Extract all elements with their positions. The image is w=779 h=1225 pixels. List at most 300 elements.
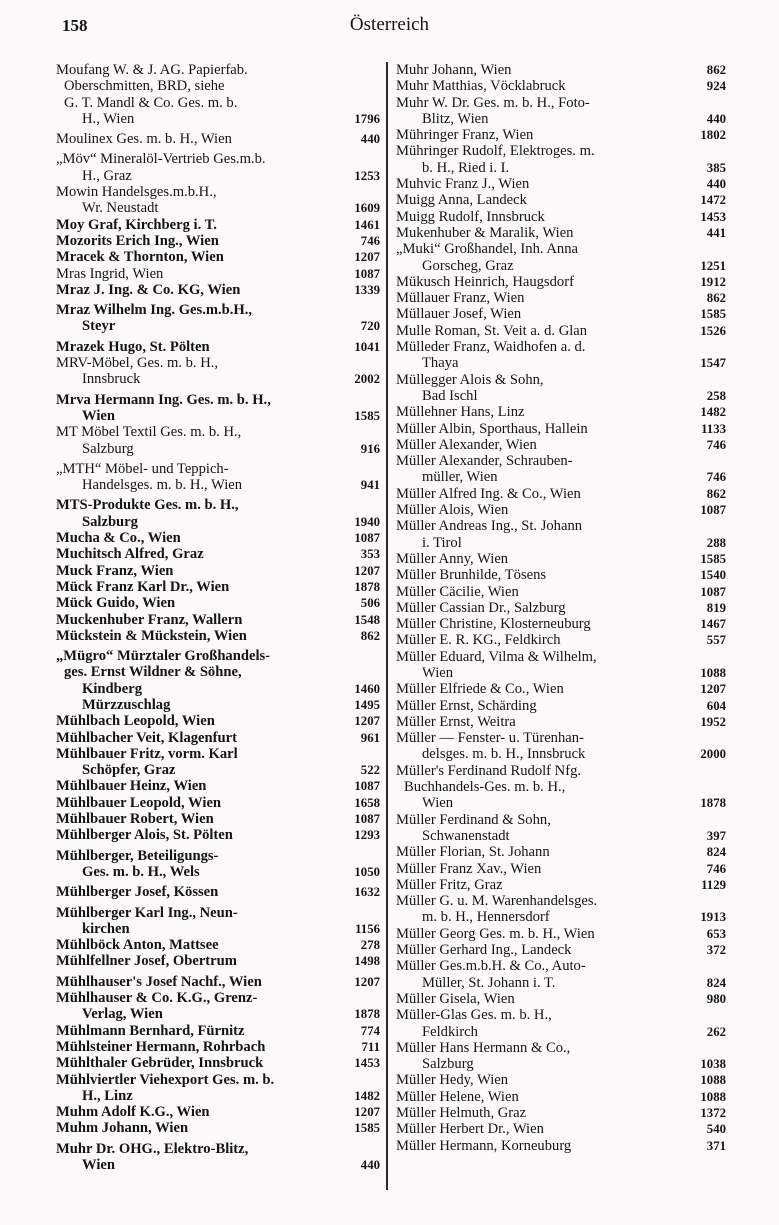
directory-entry bbox=[56, 612, 380, 628]
entry-text: Mühringer Rudolf, Elektroges. m. bbox=[396, 143, 595, 160]
entry-page-ref: 1207 bbox=[354, 250, 380, 265]
entry-page-ref: 1796 bbox=[354, 111, 380, 126]
directory-entry bbox=[56, 62, 380, 127]
entry-page-ref: 746 bbox=[360, 233, 380, 248]
entry-page-ref: 1129 bbox=[701, 877, 726, 892]
entry-text: Mück Guido, Wien bbox=[56, 595, 176, 612]
directory-entry bbox=[56, 648, 380, 697]
entry-text: Muck Franz, Wien bbox=[56, 562, 174, 579]
entry-page-ref: 1293 bbox=[354, 828, 380, 843]
entry-text: Muigg Rudolf, Innsbruck bbox=[396, 208, 545, 225]
entry-text: Müller Andreas Ing., St. Johann bbox=[396, 518, 583, 535]
entry-page-ref: 746 bbox=[706, 861, 726, 876]
entry-page-ref: 1482 bbox=[354, 1088, 380, 1103]
entry-page-ref: 924 bbox=[706, 79, 726, 94]
directory-entry bbox=[396, 812, 726, 845]
directory-entry bbox=[396, 518, 726, 551]
entry-page-ref: 941 bbox=[360, 478, 380, 493]
directory-entry bbox=[396, 290, 726, 306]
directory-entry bbox=[56, 990, 380, 1023]
directory-entry bbox=[56, 778, 380, 794]
directory-entry bbox=[396, 323, 726, 339]
entry-text: Müllauer Franz, Wien bbox=[396, 290, 525, 307]
entry-text: Mühlberger, Beteiligungs- bbox=[56, 847, 219, 864]
entry-text: Wien bbox=[82, 1157, 115, 1173]
directory-entry bbox=[396, 502, 726, 518]
directory-entry bbox=[396, 649, 726, 682]
entry-text: Müller — Fenster- u. Türenhan- bbox=[396, 730, 584, 747]
entry-text: müller, Wien bbox=[422, 469, 498, 486]
entry-page-ref: 1526 bbox=[700, 323, 726, 338]
entry-page-ref: 653 bbox=[706, 926, 726, 941]
entry-text: Müller Anny, Wien bbox=[396, 550, 509, 567]
entry-text: Mühlhauser & Co. K.G., Grenz- bbox=[56, 990, 258, 1007]
entry-text: Mükusch Heinrich, Haugsdorf bbox=[396, 273, 574, 290]
entry-text: Mückstein & Mückstein, Wien bbox=[56, 627, 247, 644]
entry-text: Gorscheg, Graz bbox=[422, 257, 514, 274]
directory-entry bbox=[56, 579, 380, 595]
entry-page-ref: 353 bbox=[360, 547, 380, 562]
entry-page-ref: 440 bbox=[706, 177, 726, 192]
entry-text: Moulinex Ges. m. b. H., Wien bbox=[56, 131, 232, 148]
entry-text: Innsbruck bbox=[82, 371, 141, 388]
directory-entry bbox=[396, 437, 726, 453]
directory-entry bbox=[56, 563, 380, 579]
entry-text: Müller Ernst, Weitra bbox=[396, 713, 516, 730]
entry-text: G. T. Mandl & Co. Ges. m. b. bbox=[64, 94, 238, 111]
entry-text: Bad Ischl bbox=[422, 387, 478, 404]
entry-text: Muhr Dr. OHG., Elektro-Blitz, bbox=[56, 1140, 249, 1157]
directory-entry bbox=[396, 877, 726, 893]
entry-page-ref: 720 bbox=[360, 319, 380, 334]
entry-text: Muhm Johann, Wien bbox=[56, 1120, 189, 1137]
directory-entry bbox=[396, 176, 726, 192]
entry-page-ref: 2002 bbox=[354, 372, 380, 387]
entry-text: Kindberg bbox=[82, 680, 143, 697]
entry-page-ref: 1547 bbox=[700, 356, 726, 371]
entry-text: Mowin Handelsges.m.b.H., bbox=[56, 184, 217, 201]
directory-entry bbox=[56, 497, 380, 530]
entry-page-ref: 1453 bbox=[700, 209, 726, 224]
entry-page-ref: 1207 bbox=[354, 714, 380, 729]
entry-text: Müller Brunhilde, Tösens bbox=[396, 567, 547, 584]
entry-text: Feldkirch bbox=[422, 1023, 478, 1040]
entry-text: Wien bbox=[422, 664, 454, 681]
directory-entry bbox=[396, 567, 726, 583]
entry-text: Ges. m. b. H., Wels bbox=[82, 863, 200, 880]
entry-text: Mozorits Erich Ing., Wien bbox=[56, 232, 219, 249]
entry-text: Salzburg bbox=[82, 440, 134, 457]
directory-entry bbox=[56, 530, 380, 546]
entry-text: b. H., Ried i. I. bbox=[422, 159, 510, 176]
directory-entry bbox=[56, 1072, 380, 1105]
entry-text: Muhm Adolf K.G., Wien bbox=[56, 1104, 210, 1121]
entry-text: Müller Ferdinand & Sohn, bbox=[396, 811, 551, 828]
entry-text: Müller Eduard, Vilma & Wilhelm, bbox=[396, 648, 597, 665]
directory-entry bbox=[56, 1120, 380, 1136]
entry-page-ref: 1585 bbox=[700, 551, 726, 566]
entry-text: Wr. Neustadt bbox=[82, 200, 159, 217]
entry-text: Müllegger Alois & Sohn, bbox=[396, 371, 544, 388]
entry-text: Muchitsch Alfred, Graz bbox=[56, 546, 204, 563]
page-header bbox=[0, 14, 779, 38]
directory-entry bbox=[56, 1141, 380, 1174]
entry-page-ref: 1460 bbox=[354, 681, 380, 696]
entry-page-ref: 1632 bbox=[354, 885, 380, 900]
entry-page-ref: 372 bbox=[706, 943, 726, 958]
entry-text: Müller, St. Johann i. T. bbox=[422, 974, 556, 991]
entry-text: Mracek & Thornton, Wien bbox=[56, 249, 224, 266]
entry-text: Buchhandels-Ges. m. b. H., bbox=[404, 779, 566, 796]
entry-page-ref: 604 bbox=[706, 698, 726, 713]
directory-entry bbox=[396, 1121, 726, 1137]
directory-entry bbox=[396, 62, 726, 78]
left-column bbox=[56, 62, 380, 1173]
directory-entry bbox=[56, 848, 380, 881]
directory-entry bbox=[396, 1105, 726, 1121]
entry-text: Mrva Hermann Ing. Ges. m. b. H., bbox=[56, 391, 271, 408]
entry-page-ref: 522 bbox=[360, 763, 380, 778]
entry-page-ref: 1088 bbox=[700, 1089, 726, 1104]
directory-entry bbox=[56, 233, 380, 249]
entry-page-ref: 440 bbox=[706, 111, 726, 126]
entry-page-ref: 711 bbox=[361, 1039, 380, 1054]
entry-text: „Mügro“ Mürztaler Großhandels- bbox=[56, 648, 271, 665]
directory-entry bbox=[56, 249, 380, 265]
entry-text: Mühlfellner Josef, Obertrum bbox=[56, 953, 237, 970]
entry-page-ref: 1339 bbox=[354, 282, 380, 297]
directory-entry bbox=[56, 628, 380, 644]
page-number: 158 bbox=[62, 16, 88, 35]
entry-text: Mraz J. Ing. & Co. KG, Wien bbox=[56, 281, 241, 298]
entry-text: Müller Helmuth, Graz bbox=[396, 1105, 527, 1121]
entry-page-ref: 1087 bbox=[700, 584, 726, 599]
entry-page-ref: 1913 bbox=[700, 910, 726, 925]
entry-page-ref: 1952 bbox=[700, 714, 726, 729]
directory-entry bbox=[396, 241, 726, 274]
entry-text: Blitz, Wien bbox=[422, 110, 489, 127]
entry-page-ref: 1087 bbox=[700, 503, 726, 518]
entry-page-ref: 441 bbox=[706, 225, 726, 240]
page-title: Österreich bbox=[349, 14, 430, 35]
directory-entry bbox=[396, 486, 726, 502]
entry-text: Muckenhuber Franz, Wallern bbox=[56, 611, 243, 628]
directory-entry bbox=[396, 306, 726, 322]
entry-text: Müller Hermann, Korneuburg bbox=[396, 1137, 572, 1154]
entry-text: Handelsges. m. b. H., Wien bbox=[82, 477, 243, 494]
entry-page-ref: 1087 bbox=[354, 812, 380, 827]
directory-entry bbox=[396, 192, 726, 208]
entry-text: delsges. m. b. H., Innsbruck bbox=[422, 746, 586, 763]
entry-page-ref: 819 bbox=[706, 600, 726, 615]
entry-text: Müller Alexander, Wien bbox=[396, 436, 537, 453]
directory-entry bbox=[396, 78, 726, 94]
entry-page-ref: 1133 bbox=[701, 421, 726, 436]
entry-text: Mühlmann Bernhard, Fürnitz bbox=[56, 1022, 245, 1039]
entry-page-ref: 1253 bbox=[354, 168, 380, 183]
entry-text: Wien bbox=[82, 407, 115, 424]
entry-text: Steyr bbox=[82, 318, 116, 335]
entry-text: Mühlbauer Robert, Wien bbox=[56, 811, 214, 828]
entry-text: Wien bbox=[422, 795, 454, 812]
entry-text: Müller Hedy, Wien bbox=[396, 1072, 509, 1089]
entry-text: Mucha & Co., Wien bbox=[56, 530, 181, 547]
entry-page-ref: 980 bbox=[706, 991, 726, 1006]
entry-page-ref: 288 bbox=[706, 535, 726, 550]
entry-page-ref: 1585 bbox=[354, 1121, 380, 1136]
directory-entry bbox=[396, 404, 726, 420]
entry-text: Muhr Johann, Wien bbox=[396, 62, 512, 78]
entry-text: Mühlhauser's Josef Nachf., Wien bbox=[56, 973, 262, 990]
directory-entry bbox=[56, 905, 380, 938]
directory-entry bbox=[56, 266, 380, 282]
entry-text: Mühlbacher Veit, Klagenfurt bbox=[56, 729, 237, 746]
column-divider bbox=[386, 62, 388, 1190]
entry-page-ref: 1878 bbox=[700, 796, 726, 811]
entry-text: „MTH“ Möbel- und Teppich- bbox=[56, 460, 229, 477]
directory-entry bbox=[396, 616, 726, 632]
directory-entry bbox=[56, 424, 380, 457]
directory-entry bbox=[396, 844, 726, 860]
entry-text: Mühlsteiner Hermann, Rohrbach bbox=[56, 1038, 266, 1055]
entry-text: Mraz Wilhelm Ing. Ges.m.b.H., bbox=[56, 302, 253, 319]
directory-entry bbox=[56, 302, 380, 335]
entry-text: H., Wien bbox=[82, 110, 135, 127]
directory-entry bbox=[396, 209, 726, 225]
entry-page-ref: 961 bbox=[360, 730, 380, 745]
entry-text: Salzburg bbox=[422, 1056, 474, 1073]
entry-page-ref: 397 bbox=[706, 828, 726, 843]
entry-page-ref: 262 bbox=[706, 1024, 726, 1039]
entry-text: „Muki“ Großhandel, Inh. Anna bbox=[396, 241, 578, 258]
directory-entry bbox=[56, 217, 380, 233]
directory-entry bbox=[56, 151, 380, 184]
entry-text: Muhr W. Dr. Ges. m. b. H., Foto- bbox=[396, 94, 590, 111]
directory-entry bbox=[396, 95, 726, 128]
directory-entry bbox=[56, 461, 380, 494]
entry-page-ref: 506 bbox=[360, 596, 380, 611]
entry-page-ref: 2000 bbox=[700, 747, 726, 762]
entry-text: Müller Christine, Klosterneuburg bbox=[396, 616, 591, 633]
entry-page-ref: 1585 bbox=[700, 307, 726, 322]
entry-text: Müller Alexander, Schrauben- bbox=[396, 453, 573, 470]
directory-entry bbox=[56, 697, 380, 713]
entry-page-ref: 862 bbox=[360, 628, 380, 643]
directory-entry bbox=[396, 1040, 726, 1073]
directory-entry bbox=[56, 827, 380, 843]
entry-page-ref: 916 bbox=[360, 441, 380, 456]
entry-page-ref: 1495 bbox=[354, 697, 380, 712]
entry-page-ref: 862 bbox=[706, 291, 726, 306]
directory-entry bbox=[396, 339, 726, 372]
entry-text: ges. Ernst Wildner & Söhne, bbox=[64, 664, 242, 681]
directory-entry bbox=[56, 355, 380, 388]
entry-text: Mrazek Hugo, St. Pölten bbox=[56, 338, 210, 355]
entry-page-ref: 1041 bbox=[354, 339, 380, 354]
entry-page-ref: 746 bbox=[706, 437, 726, 452]
directory-entry bbox=[56, 884, 380, 900]
entry-text: Moufang W. & J. AG. Papierfab. bbox=[56, 62, 248, 78]
entry-text: kirchen bbox=[82, 920, 130, 937]
entry-text: Mühlbach Leopold, Wien bbox=[56, 713, 215, 730]
directory-entry bbox=[396, 143, 726, 176]
directory-entry bbox=[56, 131, 380, 147]
entry-page-ref: 1802 bbox=[700, 128, 726, 143]
entry-page-ref: 440 bbox=[360, 1158, 380, 1172]
directory-entry bbox=[396, 763, 726, 812]
entry-page-ref: 1609 bbox=[354, 201, 380, 216]
directory-entry bbox=[396, 274, 726, 290]
entry-text: Müller Hans Hermann & Co., bbox=[396, 1039, 571, 1056]
entry-text: Mühlviertler Viehexport Ges. m. b. bbox=[56, 1071, 275, 1088]
entry-text: Mürzzuschlag bbox=[82, 696, 171, 713]
entry-text: Muhr Matthias, Vöcklabruck bbox=[396, 78, 566, 95]
entry-text: Mulle Roman, St. Veit a. d. Glan bbox=[396, 322, 588, 339]
entry-page-ref: 1585 bbox=[354, 408, 380, 423]
entry-page-ref: 1087 bbox=[354, 266, 380, 281]
entry-text: Mülleder Franz, Waidhofen a. d. bbox=[396, 339, 586, 356]
directory-entry bbox=[56, 339, 380, 355]
entry-text: Müller Fritz, Graz bbox=[396, 876, 503, 893]
directory-entry bbox=[56, 546, 380, 562]
directory-entry bbox=[396, 632, 726, 648]
directory-entry bbox=[56, 1055, 380, 1071]
entry-page-ref: 774 bbox=[360, 1023, 380, 1038]
directory-entry bbox=[396, 600, 726, 616]
entry-page-ref: 1087 bbox=[354, 531, 380, 546]
entry-text: MT Möbel Textil Ges. m. b. H., bbox=[56, 424, 242, 441]
entry-page-ref: 371 bbox=[706, 1138, 726, 1153]
entry-text: Mühlböck Anton, Mattsee bbox=[56, 937, 219, 954]
directory-entry bbox=[396, 453, 726, 486]
entry-page-ref: 1878 bbox=[354, 579, 380, 594]
entry-text: Müller Gerhard Ing., Landeck bbox=[396, 942, 572, 959]
entry-text: Thaya bbox=[422, 355, 459, 372]
entry-text: Mühlberger Karl Ing., Neun- bbox=[56, 904, 238, 921]
entry-page-ref: 1912 bbox=[700, 274, 726, 289]
entry-page-ref: 862 bbox=[706, 486, 726, 501]
entry-text: Mühlberger Josef, Kössen bbox=[56, 884, 219, 901]
entry-text: Müller Alfred Ing. & Co., Wien bbox=[396, 485, 581, 502]
entry-text: Muigg Anna, Landeck bbox=[396, 192, 527, 209]
entry-text: Müller-Glas Ges. m. b. H., bbox=[396, 1007, 552, 1024]
entry-page-ref: 862 bbox=[706, 63, 726, 77]
directory-entry bbox=[396, 421, 726, 437]
entry-page-ref: 1467 bbox=[700, 617, 726, 632]
entry-page-ref: 1038 bbox=[700, 1057, 726, 1072]
directory-entry bbox=[56, 282, 380, 298]
directory-entry bbox=[396, 1007, 726, 1040]
directory-entry bbox=[56, 1104, 380, 1120]
entry-page-ref: 1207 bbox=[700, 682, 726, 697]
directory-entry bbox=[56, 953, 380, 969]
directory-entry bbox=[396, 1089, 726, 1105]
directory-entry bbox=[396, 942, 726, 958]
entry-page-ref: 1251 bbox=[700, 258, 726, 273]
directory-entry bbox=[56, 595, 380, 611]
entry-text: Müller Cäcilie, Wien bbox=[396, 583, 519, 600]
entry-text: Müller's Ferdinand Rudolf Nfg. bbox=[396, 762, 582, 779]
entry-page-ref: 1087 bbox=[354, 779, 380, 794]
entry-text: Müller Florian, St. Johann bbox=[396, 844, 550, 861]
entry-page-ref: 1540 bbox=[700, 568, 726, 583]
entry-page-ref: 1482 bbox=[700, 405, 726, 420]
entry-text: Mukenhuber & Maralik, Wien bbox=[396, 224, 574, 241]
directory-entry bbox=[396, 714, 726, 730]
entry-page-ref: 1453 bbox=[354, 1056, 380, 1071]
entry-text: MRV-Möbel, Ges. m. b. H., bbox=[56, 355, 219, 372]
directory-entry bbox=[56, 811, 380, 827]
directory-entry bbox=[396, 991, 726, 1007]
entry-page-ref: 1088 bbox=[700, 1073, 726, 1088]
directory-entry bbox=[396, 127, 726, 143]
directory-entry bbox=[56, 974, 380, 990]
directory-entry bbox=[56, 713, 380, 729]
entry-page-ref: 1207 bbox=[354, 1105, 380, 1120]
entry-text: Mühlbauer Heinz, Wien bbox=[56, 778, 207, 795]
entry-page-ref: 1548 bbox=[354, 612, 380, 627]
entry-page-ref: 1156 bbox=[355, 921, 380, 936]
entry-text: Müller Cassian Dr., Salzburg bbox=[396, 599, 566, 616]
entry-text: Müller E. R. KG., Feldkirch bbox=[396, 632, 561, 649]
entry-text: Müller Elfriede & Co., Wien bbox=[396, 681, 564, 698]
entry-text: Mühringer Franz, Wien bbox=[396, 127, 534, 144]
entry-page-ref: 824 bbox=[706, 975, 726, 990]
entry-text: Müllehner Hans, Linz bbox=[396, 404, 525, 421]
entry-page-ref: 746 bbox=[706, 470, 726, 485]
entry-text: H., Graz bbox=[82, 167, 132, 184]
entry-text: Müller Georg Ges. m. b. H., Wien bbox=[396, 925, 595, 942]
entry-text: Müller Gisela, Wien bbox=[396, 990, 515, 1007]
entry-text: „Möv“ Mineralöl-Vertrieb Ges.m.b. bbox=[56, 151, 266, 168]
directory-entry bbox=[396, 958, 726, 991]
entry-text: H., Linz bbox=[82, 1087, 133, 1104]
directory-entry bbox=[396, 926, 726, 942]
entry-text: Verlag, Wien bbox=[82, 1006, 163, 1023]
entry-text: i. Tirol bbox=[422, 534, 462, 551]
directory-entry bbox=[396, 584, 726, 600]
entry-text: Schöpfer, Graz bbox=[82, 762, 176, 779]
entry-text: Müller Helene, Wien bbox=[396, 1088, 519, 1105]
directory-entry bbox=[56, 184, 380, 217]
entry-text: m. b. H., Hennersdorf bbox=[422, 909, 550, 926]
entry-page-ref: 1940 bbox=[354, 514, 380, 529]
entry-text: Müller Franz Xav., Wien bbox=[396, 860, 542, 877]
entry-text: Salzburg bbox=[82, 513, 138, 530]
entry-page-ref: 557 bbox=[706, 633, 726, 648]
entry-page-ref: 385 bbox=[706, 160, 726, 175]
entry-text: Oberschmitten, BRD, siehe bbox=[64, 78, 225, 95]
directory-entry bbox=[396, 698, 726, 714]
directory-entry bbox=[56, 730, 380, 746]
entry-page-ref: 1658 bbox=[354, 795, 380, 810]
directory-entry bbox=[396, 551, 726, 567]
directory-entry bbox=[56, 392, 380, 425]
entry-page-ref: 440 bbox=[360, 132, 380, 147]
right-column bbox=[396, 62, 726, 1154]
entry-text: Müller Herbert Dr., Wien bbox=[396, 1121, 544, 1138]
directory-entry bbox=[56, 1039, 380, 1055]
directory-entry bbox=[56, 746, 380, 779]
directory-entry bbox=[396, 372, 726, 405]
entry-text: Mühlbauer Leopold, Wien bbox=[56, 794, 222, 811]
directory-entry bbox=[56, 937, 380, 953]
entry-text: Mühlbauer Fritz, vorm. Karl bbox=[56, 745, 238, 762]
entry-page-ref: 278 bbox=[360, 938, 380, 953]
entry-page-ref: 258 bbox=[706, 388, 726, 403]
entry-text: Mras Ingrid, Wien bbox=[56, 265, 164, 282]
entry-text: Müller G. u. M. Warenhandelsges. bbox=[396, 893, 598, 910]
